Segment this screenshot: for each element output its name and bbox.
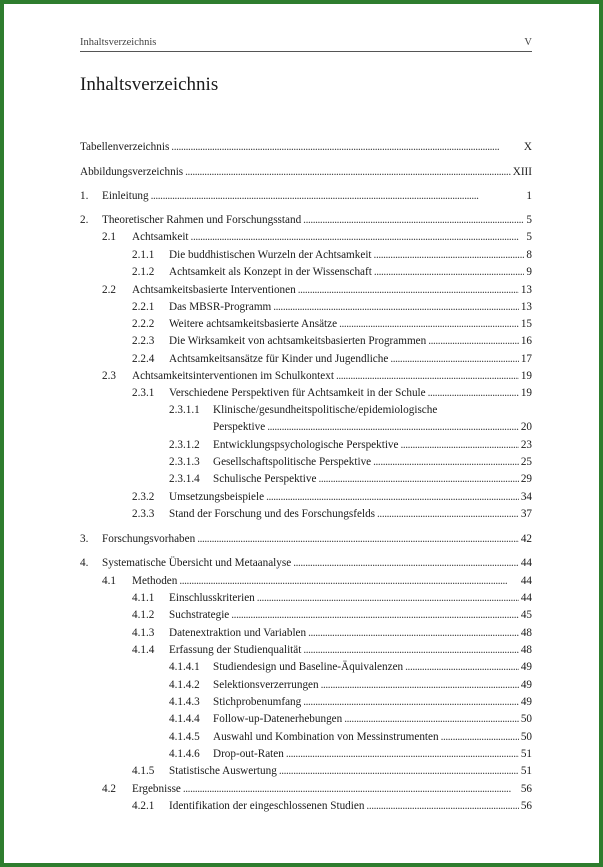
toc-dot-leader <box>428 334 519 348</box>
toc-entry-title: Achtsamkeit als Konzept in der Wissenschaft <box>169 266 372 278</box>
toc-entry-number: 2.1.1 <box>132 249 155 261</box>
toc-entry-title: Methoden <box>132 575 178 587</box>
running-header-title: Inhaltsverzeichnis <box>80 37 157 48</box>
toc-entry-title: Gesellschaftspolitische Perspektive <box>213 456 372 468</box>
toc-dot-leader <box>267 420 519 434</box>
toc-entry-title: Die Wirksamkeit von achtsamkeitsbasierten Programmen <box>169 335 427 347</box>
toc-entry-number: 4.1.2 <box>132 609 155 621</box>
toc-dot-leader <box>405 660 519 674</box>
toc-entry-number: 2.3 <box>102 370 116 382</box>
toc-dot-leader <box>185 165 511 179</box>
toc-dot-leader <box>171 140 522 154</box>
running-header <box>80 37 532 52</box>
toc-entry-page: 48 <box>520 627 532 639</box>
toc-entry-number: 2.2.1 <box>132 301 155 313</box>
toc-entry-number: 4.1.4.1 <box>169 661 200 673</box>
toc-entry[interactable] <box>4 317 599 331</box>
toc-entry[interactable] <box>4 386 599 400</box>
toc-entry-page: 44 <box>520 592 532 604</box>
toc-entry[interactable] <box>4 352 599 366</box>
toc-entry-page: 42 <box>520 533 532 545</box>
toc-entry[interactable] <box>4 283 599 297</box>
toc-entry-number: 2.3.1.3 <box>169 456 200 468</box>
toc-entry-number: 2.1.2 <box>132 266 155 278</box>
toc-entry-page: 34 <box>520 491 532 503</box>
toc-dot-leader <box>191 230 525 244</box>
toc-entry-number: 2.2 <box>102 284 116 296</box>
toc-entry-number: 4.1.1 <box>132 592 155 604</box>
toc-entry[interactable] <box>4 799 599 813</box>
toc-entry-number: 2.1 <box>102 231 116 243</box>
toc-entry[interactable] <box>4 678 599 692</box>
toc-entry-title: Das MBSR-Programm <box>169 301 272 313</box>
toc-entry-number: 2.3.1.1 <box>169 404 200 416</box>
toc-entry-page: 49 <box>520 679 532 691</box>
toc-entry[interactable] <box>4 334 599 348</box>
toc-entry-title: Weitere achtsamkeitsbasierte Ansätze <box>169 318 338 330</box>
toc-dot-leader <box>151 189 525 203</box>
toc-dot-leader <box>257 591 519 605</box>
toc-dot-leader <box>321 678 519 692</box>
toc-entry-page: 15 <box>520 318 532 330</box>
toc-entry-title: Tabellenverzeichnis <box>80 141 170 153</box>
toc-entry-number: 2.3.2 <box>132 491 155 503</box>
toc-entry-page: 50 <box>520 731 532 743</box>
toc-entry-title: Achtsamkeitsbasierte Interventionen <box>132 284 296 296</box>
toc-entry-title: Abbildungsverzeichnis <box>80 166 184 178</box>
toc-entry-number: 3. <box>80 533 89 545</box>
toc-dot-leader <box>279 764 519 778</box>
toc-entry-page: 5 <box>526 231 532 243</box>
toc-entry-title: Verschiedene Perspektiven für Achtsamkeit in der Schule <box>169 387 426 399</box>
toc-entry-title: Forschungsvorhaben <box>102 533 196 545</box>
toc-entry-page: 51 <box>520 748 532 760</box>
toc-entry-title: Die buddhistischen Wurzeln der Achtsamkeit <box>169 249 372 261</box>
toc-entry-page: 49 <box>520 661 532 673</box>
toc-entry-title: Theoretischer Rahmen und Forschungsstand <box>102 214 302 226</box>
toc-entry[interactable] <box>4 455 599 469</box>
toc-dot-leader <box>401 438 519 452</box>
page-title: Inhaltsverzeichnis <box>80 74 219 95</box>
toc-dot-leader <box>373 455 519 469</box>
toc-dot-leader <box>374 248 525 262</box>
toc-entry-page: 44 <box>520 557 532 569</box>
toc-entry-number: 2.3.1 <box>132 387 155 399</box>
toc-entry-title: Stichprobenumfang <box>213 696 302 708</box>
toc-entry[interactable] <box>4 532 599 546</box>
toc-entry-page: 20 <box>520 421 532 433</box>
toc-entry-number: 4.1.4.5 <box>169 731 200 743</box>
toc-entry[interactable] <box>4 265 599 279</box>
toc-entry[interactable] <box>4 626 599 640</box>
toc-entry-number: 4.1.4.2 <box>169 679 200 691</box>
toc-entry-number: 1. <box>80 190 89 202</box>
toc-entry-number: 4.2 <box>102 783 116 795</box>
toc-entry[interactable] <box>4 556 599 570</box>
toc-dot-leader <box>336 369 519 383</box>
toc-entry[interactable] <box>4 608 599 622</box>
toc-entry-page: 19 <box>520 387 532 399</box>
toc-entry-number: 4.1.5 <box>132 765 155 777</box>
toc-entry-title: Schulische Perspektive <box>213 473 317 485</box>
toc-entry-title: Statistische Auswertung <box>169 765 277 777</box>
toc-dot-leader <box>286 747 519 761</box>
toc-entry-number: 4.2.1 <box>132 800 155 812</box>
toc-entry-page: 16 <box>520 335 532 347</box>
toc-entry-title: Achtsamkeitsinterventionen im Schulkontext <box>132 370 334 382</box>
toc-entry-title: Selektionsverzerrungen <box>213 679 319 691</box>
toc-dot-leader <box>293 556 519 570</box>
toc-entry-page: 17 <box>520 353 532 365</box>
toc-entry-page: 25 <box>520 456 532 468</box>
toc-entry-page: 44 <box>520 575 532 587</box>
toc-entry-title: Suchstrategie <box>169 609 230 621</box>
toc-dot-leader <box>298 283 519 297</box>
toc-entry-number: 2.2.4 <box>132 353 155 365</box>
toc-entry-page: 23 <box>520 439 532 451</box>
toc-dot-leader <box>366 799 518 813</box>
toc-entry-number: 4.1.4.3 <box>169 696 200 708</box>
toc-entry-title: Systematische Übersicht und Metaanalyse <box>102 557 292 569</box>
toc-dot-leader <box>303 695 519 709</box>
toc-entry-number: 2.3.1.2 <box>169 439 200 451</box>
toc-entry-title: Stand der Forschung und des Forschungsfelds <box>169 508 376 520</box>
toc-entry[interactable] <box>4 643 599 657</box>
toc-dot-leader <box>197 532 519 546</box>
toc-entry[interactable] <box>4 438 599 452</box>
toc-entry-page: 13 <box>520 284 532 296</box>
toc-dot-leader <box>344 712 519 726</box>
toc-entry-title: Follow-up-Datenerhebungen <box>213 713 343 725</box>
toc-entry-title: Entwicklungspsychologische Perspektive <box>213 439 399 451</box>
toc-entry[interactable] <box>4 747 599 761</box>
toc-entry[interactable] <box>4 660 599 674</box>
toc-entry-title: Auswahl und Kombination von Messinstrumenten <box>213 731 439 743</box>
toc-entry-title: Achtsamkeit <box>132 231 189 243</box>
toc-entry[interactable] <box>4 591 599 605</box>
toc-dot-leader <box>318 472 518 486</box>
toc-entry[interactable] <box>4 165 599 179</box>
toc-entry[interactable] <box>4 472 599 486</box>
toc-entry-page: 37 <box>520 508 532 520</box>
toc-entry-page: 29 <box>520 473 532 485</box>
toc-entry-number: 2.2.3 <box>132 335 155 347</box>
toc-entry-title: Datenextraktion und Variablen <box>169 627 307 639</box>
toc-entry[interactable] <box>4 369 599 383</box>
toc-entry-title: Perspektive <box>213 421 266 433</box>
toc-entry-page: 9 <box>526 266 532 278</box>
toc-entry-page: 49 <box>520 696 532 708</box>
toc-entry-number: 4.1.4 <box>132 644 155 656</box>
toc-entry-page: 13 <box>520 301 532 313</box>
toc-entry-title: Achtsamkeitsansätze für Kinder und Jugendliche <box>169 353 389 365</box>
toc-entry[interactable] <box>4 730 599 744</box>
toc-entry-page: 19 <box>520 370 532 382</box>
toc-dot-leader <box>390 352 518 366</box>
toc-dot-leader <box>266 490 519 504</box>
toc-entry-number: 2.3.1.4 <box>169 473 200 485</box>
toc-entry-title: Identifikation der eingeschlossenen Studien <box>169 800 365 812</box>
toc-entry[interactable] <box>4 507 599 521</box>
toc-dot-leader <box>183 782 519 796</box>
toc-entry-title: Umsetzungsbeispiele <box>169 491 265 503</box>
toc-entry[interactable] <box>4 213 599 227</box>
toc-entry[interactable] <box>4 420 599 434</box>
toc-entry[interactable] <box>4 248 599 262</box>
toc-entry-page: 5 <box>526 214 532 226</box>
toc-entry-page: 50 <box>520 713 532 725</box>
toc-entry-page: 51 <box>520 765 532 777</box>
toc-entry-number: 2.3.3 <box>132 508 155 520</box>
toc-entry[interactable] <box>4 574 599 588</box>
toc-entry[interactable] <box>4 189 599 203</box>
toc-entry-title: Studiendesign und Baseline-Äquivalenzen <box>213 661 404 673</box>
toc-entry[interactable] <box>4 300 599 314</box>
toc-entry-page: XIII <box>512 166 532 178</box>
toc-dot-leader <box>428 386 519 400</box>
toc-dot-leader <box>374 265 525 279</box>
toc-entry[interactable] <box>4 764 599 778</box>
toc-dot-leader <box>303 643 518 657</box>
toc-entry[interactable] <box>4 782 599 796</box>
toc-entry-page: 48 <box>520 644 532 656</box>
toc-dot-leader <box>303 213 524 227</box>
toc-entry-page: 56 <box>520 783 532 795</box>
toc-dot-leader <box>377 507 519 521</box>
toc-entry-title: Drop-out-Raten <box>213 748 284 760</box>
toc-entry-number: 4.1.4.6 <box>169 748 200 760</box>
document-page <box>4 4 599 863</box>
toc-entry[interactable] <box>4 230 599 244</box>
toc-entry-page: 56 <box>520 800 532 812</box>
toc-dot-leader <box>339 317 519 331</box>
toc-entry-page: 45 <box>520 609 532 621</box>
toc-entry-title: Klinische/gesundheitspolitische/epidemiologische <box>213 404 438 416</box>
toc-entry[interactable] <box>4 712 599 726</box>
toc-entry[interactable] <box>4 695 599 709</box>
toc-entry-number: 4. <box>80 557 89 569</box>
toc-entry-number: 4.1.4.4 <box>169 713 200 725</box>
toc-entry-page: 8 <box>526 249 532 261</box>
toc-dot-leader <box>308 626 519 640</box>
toc-dot-leader <box>441 730 519 744</box>
toc-entry[interactable] <box>4 403 599 417</box>
toc-entry-title: Einschlusskriterien <box>169 592 255 604</box>
toc-dot-leader <box>231 608 519 622</box>
running-header-page-number: V <box>524 37 532 48</box>
toc-dot-leader <box>179 574 518 588</box>
toc-entry-number: 2. <box>80 214 89 226</box>
toc-entry[interactable] <box>4 490 599 504</box>
toc-entry[interactable] <box>4 140 599 154</box>
toc-entry-number: 4.1.3 <box>132 627 155 639</box>
toc-entry-number: 2.2.2 <box>132 318 155 330</box>
toc-entry-page: X <box>523 141 532 153</box>
toc-entry-page: 1 <box>526 190 532 202</box>
toc-entry-title: Erfassung der Studienqualität <box>169 644 302 656</box>
toc-entry-number: 4.1 <box>102 575 116 587</box>
toc-entry-title: Ergebnisse <box>132 783 181 795</box>
toc-dot-leader <box>273 300 519 314</box>
toc-entry-title: Einleitung <box>102 190 149 202</box>
